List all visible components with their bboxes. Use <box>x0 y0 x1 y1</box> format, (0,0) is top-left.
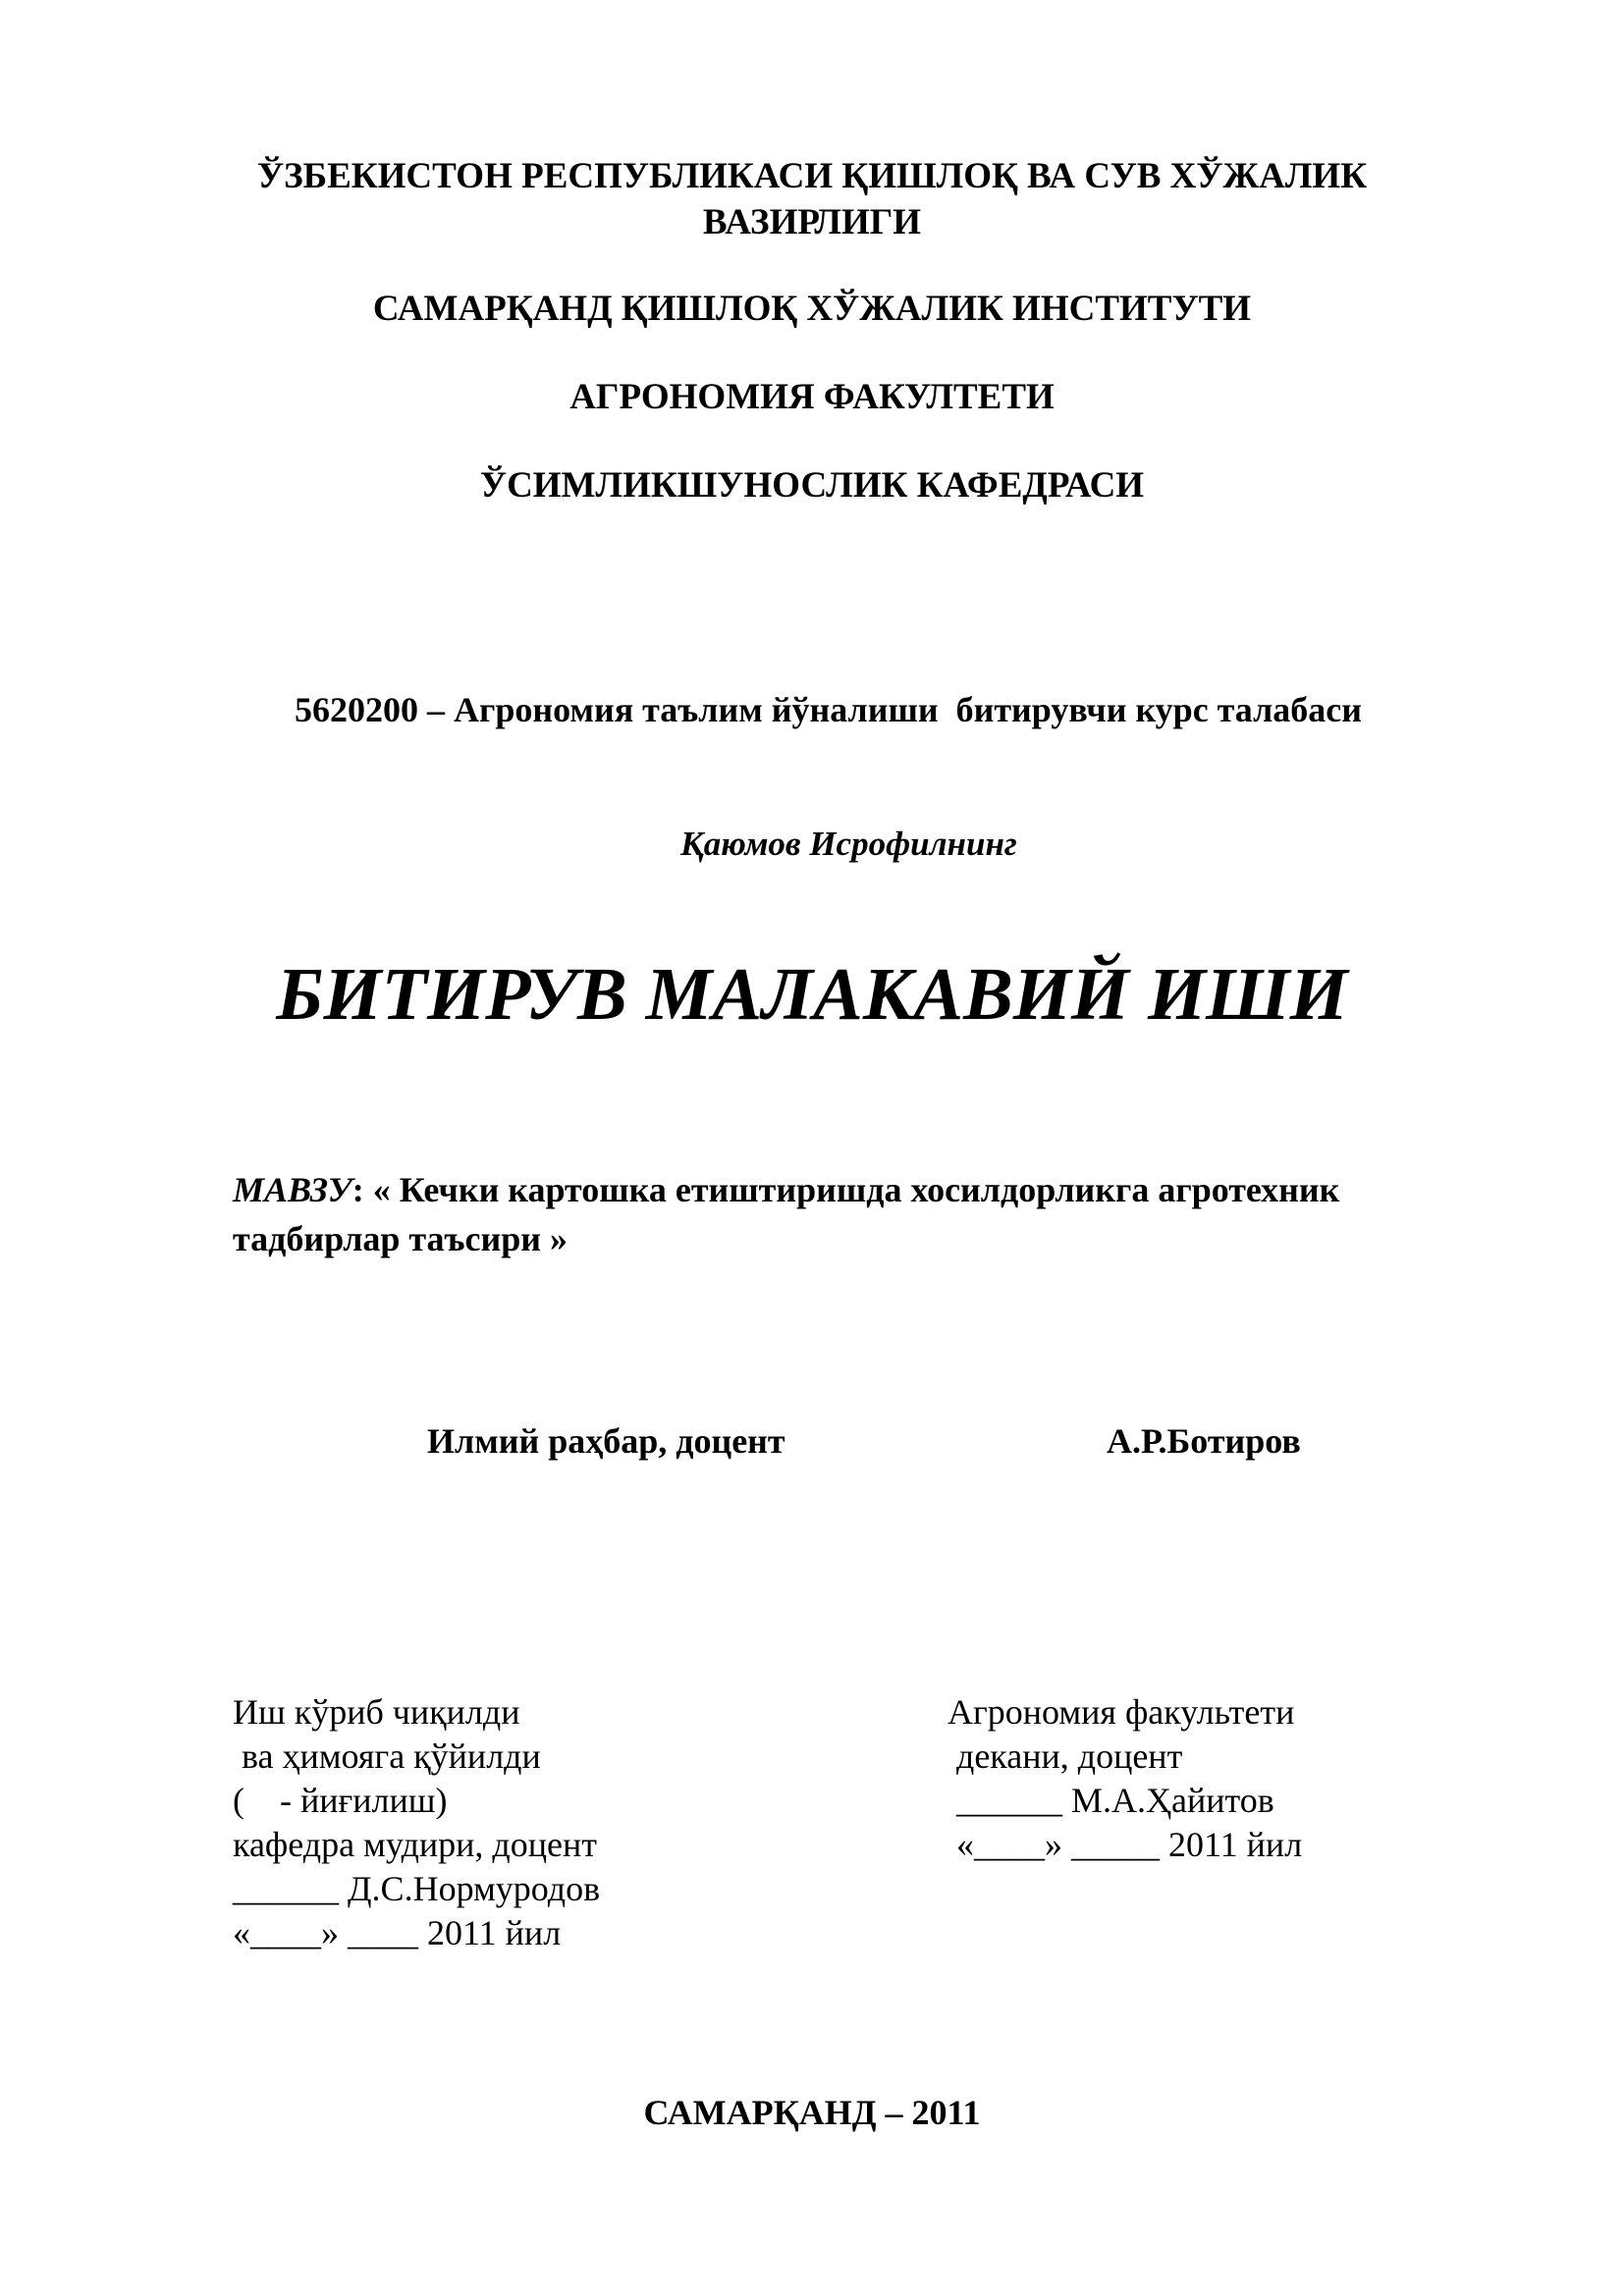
document-title: БИТИРУВ МАЛАКАВИЙ ИШИ <box>276 953 1348 1036</box>
topic-label: МАВЗУ <box>233 1170 352 1209</box>
student-name: Қаюмов Исрофилнинг <box>680 825 1017 863</box>
city-year: САМАРҚАНД – 2011 <box>643 2093 981 2132</box>
program-line: 5620200 – Агрономия таълим йўналиши битирувчи курс талабаси <box>295 690 1363 729</box>
approval-right-line-1: Агрономия факультети <box>947 1692 1295 1732</box>
approval-right-line-2: декани, доцент <box>947 1736 1183 1776</box>
department-name: ЎСИМЛИКШУНОСЛИК КАФЕДРАСИ <box>479 465 1145 506</box>
ministry-line-2: ВАЗИРЛИГИ <box>702 202 922 242</box>
supervisor-name: А.Р.Ботиров <box>1107 1421 1301 1461</box>
supervisor-role: Илмий раҳбар, доцент <box>427 1421 785 1461</box>
approval-left-line-2: ва ҳимояга қўйилди <box>233 1736 541 1776</box>
approval-right-line-3: ______ М.А.Ҳайитов <box>947 1781 1274 1820</box>
approval-left-line-5: ______ Д.С.Нормуродов <box>233 1869 601 1908</box>
topic-text-1: « Кечки картошка етиштиришда хосилдорликга агротехник <box>372 1170 1340 1209</box>
approval-left-line-4: кафедра мудири, доцент <box>233 1825 597 1864</box>
topic-line-1 <box>233 1165 1339 1214</box>
faculty-name: АГРОНОМИЯ ФАКУЛТЕТИ <box>569 377 1055 417</box>
topic-line-2: тадбирлар таъсири » <box>233 1219 568 1258</box>
ministry-line-1: ЎЗБЕКИСТОН РЕСПУБЛИКАСИ ҚИШЛОҚ ВА СУВ ХЎЖАЛИК <box>256 156 1368 196</box>
approval-left-line-3: ( - йиғилиш) <box>233 1781 448 1820</box>
approval-left-line-1: Иш кўриб чиқилди <box>233 1692 520 1732</box>
approval-right-line-4: «____» _____ 2011 йил <box>947 1825 1303 1864</box>
approval-left-line-6: «____» ____ 2011 йил <box>233 1913 562 1952</box>
topic-separator: : <box>352 1170 373 1209</box>
institute-name: САМАРҚАНД ҚИШЛОҚ ХЎЖАЛИК ИНСТИТУТИ <box>372 289 1252 329</box>
